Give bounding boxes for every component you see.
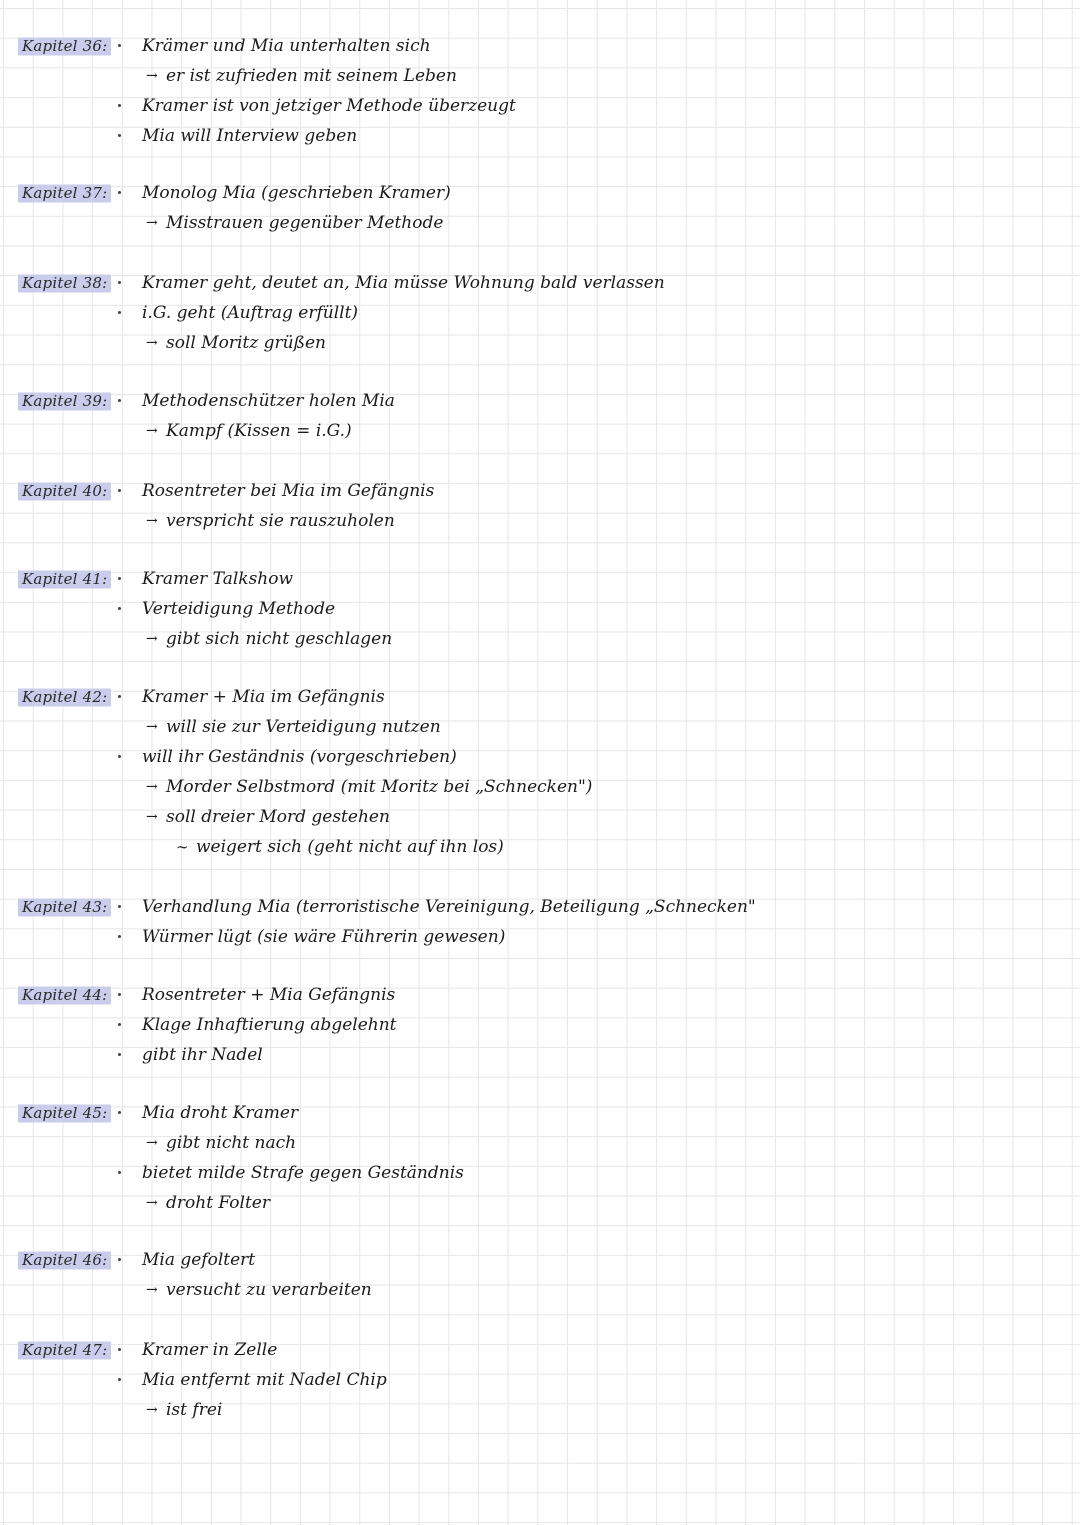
bullet-point: [118, 399, 121, 402]
note-text: Mia will Interview geben: [142, 126, 358, 146]
chapter-label: Kapitel 37:: [18, 178, 111, 208]
arrow-icon: →: [146, 1282, 158, 1298]
bullet-point: [118, 755, 121, 758]
note-text: gibt ihr Nadel: [142, 1045, 263, 1065]
bullet-point: [118, 134, 121, 137]
bullet-point: [118, 1171, 121, 1174]
note-text: Mia entfernt mit Nadel Chip: [142, 1370, 387, 1390]
bullet-point: [118, 104, 121, 107]
bullet-point: [118, 311, 121, 314]
note-text: Kampf (Kissen = i.G.): [166, 421, 352, 441]
note-text: Kramer geht, deutet an, Mia müsse Wohnung bald verlassen: [142, 273, 665, 293]
note-text: Mia droht Kramer: [142, 1103, 299, 1123]
bullet-point: [118, 191, 121, 194]
note-text: Kramer in Zelle: [142, 1340, 278, 1360]
note-text: soll dreier Mord gestehen: [166, 807, 390, 827]
chapter-label: Kapitel 36:: [18, 31, 111, 61]
note-text: Klage Inhaftierung abgelehnt: [142, 1015, 397, 1035]
bullet-point: [118, 489, 121, 492]
bullet-point: [118, 1053, 121, 1056]
note-text: gibt sich nicht geschlagen: [166, 629, 393, 649]
note-text: weigert sich (geht nicht auf ihn los): [196, 837, 504, 857]
arrow-icon: →: [146, 809, 158, 825]
bullet-point: [118, 281, 121, 284]
bullet-point: [118, 1378, 121, 1381]
bullet-point: [118, 1348, 121, 1351]
arrow-icon: →: [146, 719, 158, 735]
note-text: gibt nicht nach: [166, 1133, 297, 1153]
chapter-label: Kapitel 44:: [18, 980, 111, 1010]
chapter-label: Kapitel 47:: [18, 1335, 111, 1365]
chapter-label: Kapitel 46:: [18, 1245, 111, 1275]
note-text: verspricht sie rauszuholen: [166, 511, 395, 531]
note-text: Kramer + Mia im Gefängnis: [142, 687, 385, 707]
note-text: Mia gefoltert: [142, 1250, 256, 1270]
note-text: Misstrauen gegenüber Methode: [166, 213, 444, 233]
note-text: will sie zur Verteidigung nutzen: [166, 717, 441, 737]
note-text: Verteidigung Methode: [142, 599, 336, 619]
note-text: soll Moritz grüßen: [166, 333, 326, 353]
bullet-point: [118, 607, 121, 610]
note-text: i.G. geht (Auftrag erfüllt): [142, 303, 359, 323]
bullet-point: [118, 905, 121, 908]
chapter-label: Kapitel 43:: [18, 892, 111, 922]
bullet-point: [118, 695, 121, 698]
arrow-icon: →: [146, 215, 158, 231]
chapter-label: Kapitel 41:: [18, 564, 111, 594]
arrow-icon: →: [146, 631, 158, 647]
arrow-icon: →: [146, 68, 158, 84]
chapter-label: Kapitel 39:: [18, 386, 111, 416]
note-text: ist frei: [166, 1400, 223, 1420]
chapter-label: Kapitel 38:: [18, 268, 111, 298]
note-text: Verhandlung Mia (terroristische Vereinigung, Beteiligung „Schnecken": [142, 897, 756, 917]
chapter-label: Kapitel 40:: [18, 476, 111, 506]
note-text: Kramer ist von jetziger Methode überzeugt: [142, 96, 516, 116]
bullet-point: [118, 1111, 121, 1114]
note-text: er ist zufrieden mit seinem Leben: [166, 66, 457, 86]
note-text: Monolog Mia (geschrieben Kramer): [142, 183, 451, 203]
note-text: Rosentreter bei Mia im Gefängnis: [142, 481, 435, 501]
note-text: Methodenschützer holen Mia: [142, 391, 395, 411]
note-text: bietet milde Strafe gegen Geständnis: [142, 1163, 464, 1183]
note-text: droht Folter: [166, 1193, 270, 1213]
note-text: Kramer Talkshow: [142, 569, 294, 589]
bullet-point: [118, 1023, 121, 1026]
arrow-icon: →: [146, 1402, 158, 1418]
note-text: will ihr Geständnis (vorgeschrieben): [142, 747, 457, 767]
bullet-point: [118, 44, 121, 47]
note-text: Rosentreter + Mia Gefängnis: [142, 985, 396, 1005]
arrow-icon: →: [146, 423, 158, 439]
chapter-label: Kapitel 45:: [18, 1098, 111, 1128]
tilde-icon: ∼: [176, 838, 189, 856]
chapter-label: Kapitel 42:: [18, 682, 111, 712]
note-text: versucht zu verarbeiten: [166, 1280, 372, 1300]
arrow-icon: →: [146, 779, 158, 795]
note-text: Krämer und Mia unterhalten sich: [142, 36, 431, 56]
arrow-icon: →: [146, 1135, 158, 1151]
note-text: Morder Selbstmord (mit Moritz bei „Schnecken"): [166, 777, 593, 797]
bullet-point: [118, 993, 121, 996]
bullet-point: [118, 577, 121, 580]
bullet-point: [118, 1258, 121, 1261]
arrow-icon: →: [146, 335, 158, 351]
arrow-icon: →: [146, 1195, 158, 1211]
arrow-icon: →: [146, 513, 158, 529]
bullet-point: [118, 935, 121, 938]
note-text: Würmer lügt (sie wäre Führerin gewesen): [142, 927, 506, 947]
